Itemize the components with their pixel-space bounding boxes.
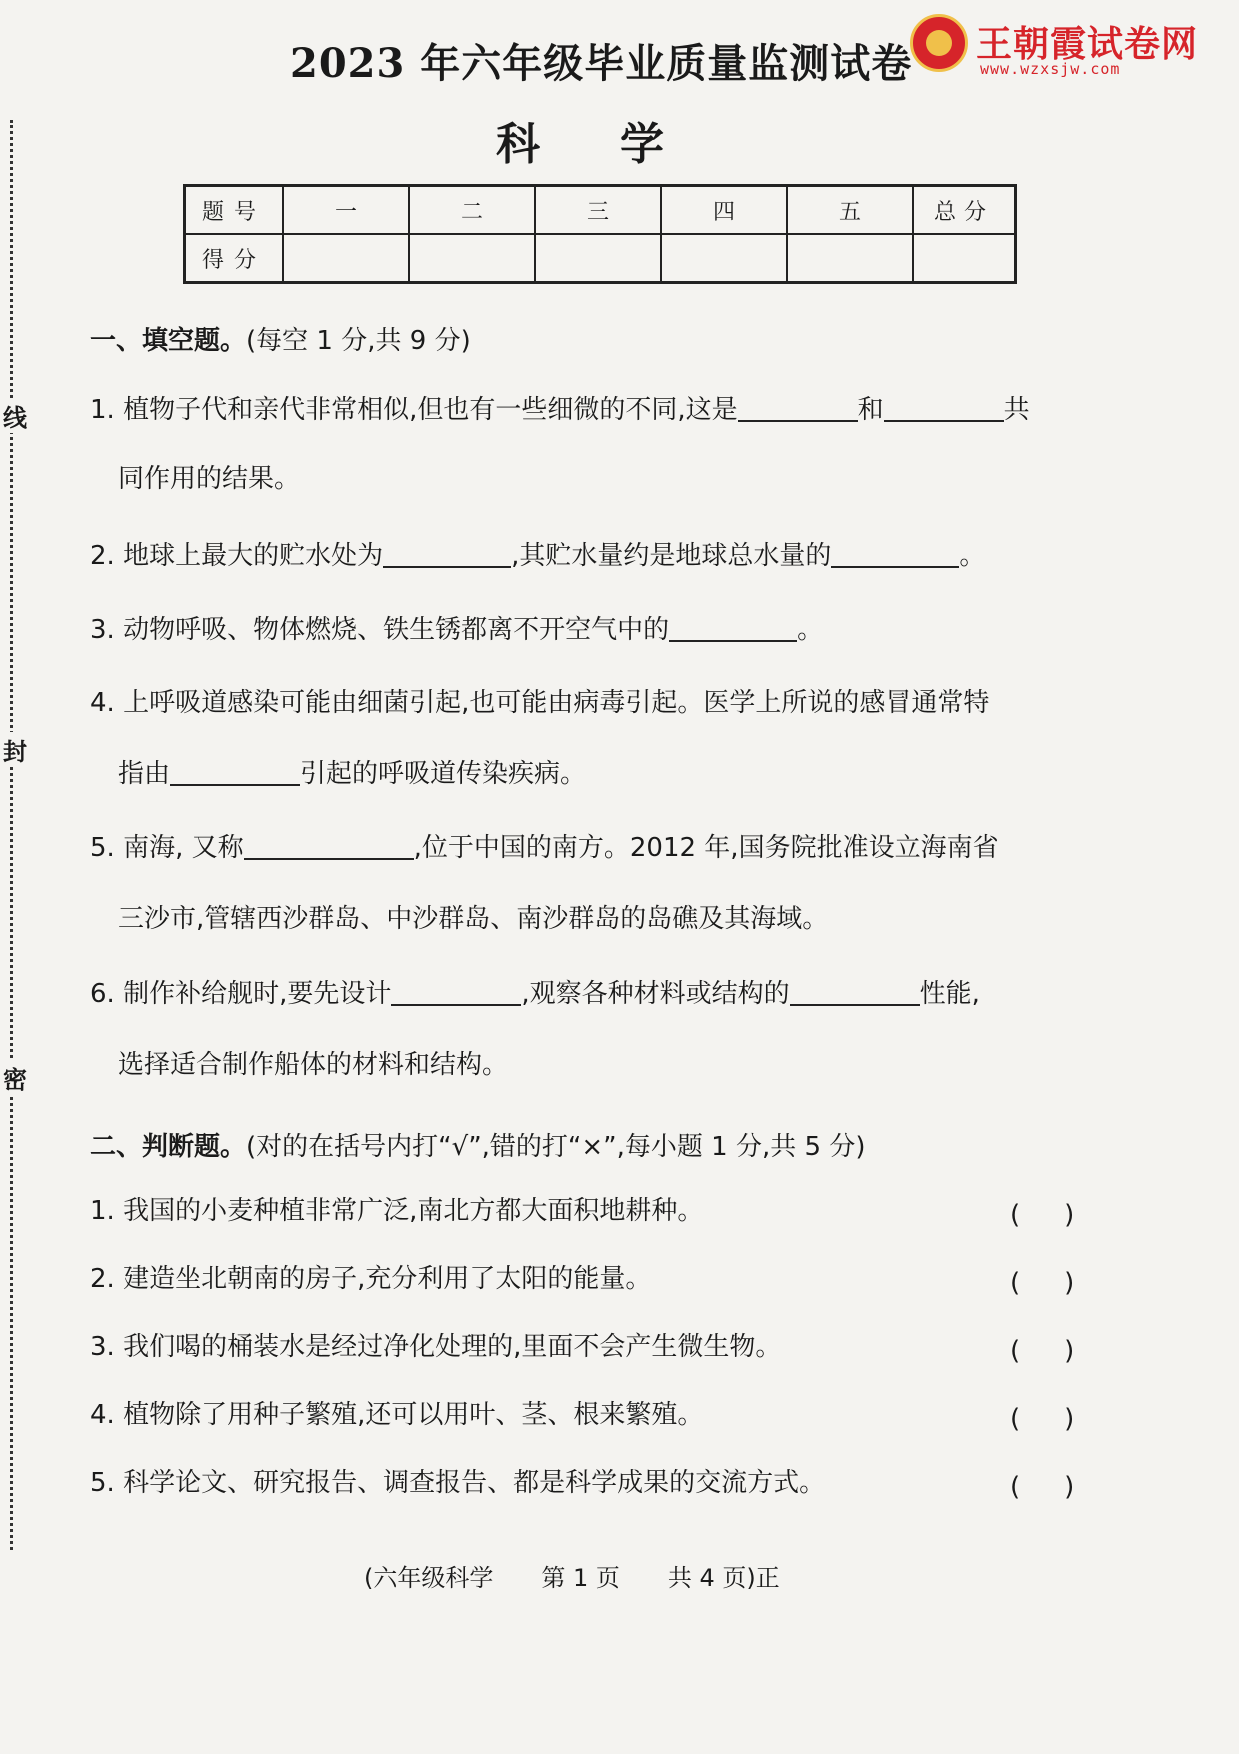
- q2-blank-1[interactable]: [383, 538, 511, 568]
- q4-text-b: 指由: [118, 759, 171, 789]
- q2-text-a: 2. 地球上最大的贮水处为: [90, 541, 384, 571]
- footer-grade: (六年级科学: [364, 1564, 494, 1592]
- logo-url: www.wzxsjw.com: [980, 60, 1121, 78]
- judge-answer-5[interactable]: (): [1010, 1472, 1119, 1502]
- q6-text-c: 性能,: [919, 979, 980, 1009]
- q4-blank-1[interactable]: [170, 756, 300, 786]
- q1-blank-2[interactable]: [884, 392, 1004, 422]
- fill-question-1: [90, 392, 1030, 427]
- section2-note: (对的在括号内打“√”,错的打“×”,每小题 1 分,共 5 分): [246, 1132, 866, 1162]
- score-header-1: 一: [283, 186, 409, 235]
- section2-heading: [90, 1126, 865, 1163]
- binding-label-secret: 密: [2, 1060, 28, 1095]
- section1-title: 一、填空题。: [90, 326, 247, 356]
- logo-seal-icon: [910, 14, 968, 72]
- binding-label-seal: 封: [2, 732, 28, 767]
- q6-blank-2[interactable]: [790, 976, 920, 1006]
- judge-question-2: 2. 建造坐北朝南的房子,充分利用了太阳的能量。: [90, 1264, 652, 1294]
- fill-question-4: 4. 上呼吸道感染可能由细菌引起,也可能由病毒引起。医学上所说的感冒通常特: [90, 688, 990, 718]
- q1-blank-1[interactable]: [738, 392, 858, 422]
- subject-title: 科学: [496, 119, 744, 170]
- score-header-3: 三: [535, 186, 661, 235]
- score-cell-2[interactable]: [409, 234, 535, 283]
- fill-question-6: [90, 976, 980, 1011]
- fill-question-4-cont: [118, 756, 586, 791]
- judge-question-1: 1. 我国的小麦种植非常广泛,南北方都大面积地耕种。: [90, 1196, 704, 1226]
- judge-answer-3[interactable]: (): [1010, 1336, 1119, 1366]
- score-header-4: 四: [661, 186, 787, 235]
- q2-text-c: 。: [959, 541, 986, 571]
- section1-note: (每空 1 分,共 9 分): [246, 326, 471, 356]
- score-table-header-row: [185, 186, 1016, 235]
- binding-dotted-line: [10, 120, 13, 1550]
- q3-text-b: 。: [797, 615, 824, 645]
- judge-question-5: 5. 科学论文、研究报告、调查报告、都是科学成果的交流方式。: [90, 1468, 826, 1498]
- q3-blank-1[interactable]: [669, 612, 797, 642]
- fill-question-2: [90, 538, 985, 573]
- score-header-total: 总分: [913, 186, 1016, 235]
- watermark-logo: [910, 14, 1230, 76]
- judge-answer-2[interactable]: (): [1010, 1268, 1119, 1298]
- q2-text-b: ,其贮水量约是地球总水量的: [511, 541, 832, 571]
- score-cell-3[interactable]: [535, 234, 661, 283]
- fill-question-3: [90, 612, 823, 647]
- q6-text-a: 6. 制作补给舰时,要先设计: [90, 979, 392, 1009]
- score-table-score-row: [185, 234, 1016, 283]
- section1-heading: [90, 320, 471, 357]
- fill-question-6-cont: 选择适合制作船体的材料和结构。: [118, 1050, 509, 1080]
- score-table: [183, 184, 1017, 284]
- page-footer: [364, 1558, 828, 1593]
- fill-question-5-cont: 三沙市,管辖西沙群岛、中沙群岛、南沙群岛的岛礁及其海域。: [118, 904, 829, 934]
- q1-text-b: 和: [857, 395, 884, 425]
- footer-total: 共 4 页)正: [667, 1564, 780, 1592]
- score-cell-1[interactable]: [283, 234, 409, 283]
- score-row-label: 得分: [185, 234, 284, 283]
- score-header-label: 题号: [185, 186, 284, 235]
- judge-answer-1[interactable]: (): [1010, 1200, 1119, 1230]
- fill-question-1-cont: 同作用的结果。: [118, 464, 301, 494]
- judge-question-3: 3. 我们喝的桶装水是经过净化处理的,里面不会产生微生物。: [90, 1332, 782, 1362]
- q5-blank-1[interactable]: [244, 830, 414, 860]
- score-cell-total[interactable]: [913, 234, 1016, 283]
- score-cell-5[interactable]: [787, 234, 913, 283]
- q5-text-b: ,位于中国的南方。2012 年,国务院批准设立海南省: [413, 833, 999, 863]
- score-header-2: 二: [409, 186, 535, 235]
- q6-blank-1[interactable]: [391, 976, 521, 1006]
- score-header-5: 五: [787, 186, 913, 235]
- footer-page: 第 1 页: [541, 1564, 620, 1592]
- score-cell-4[interactable]: [661, 234, 787, 283]
- logo-name: 王朝霞试卷网: [976, 24, 1199, 65]
- q4-text-c: 引起的呼吸道传染疾病。: [300, 759, 587, 789]
- exam-title: 2023 年六年级毕业质量监测试卷: [290, 40, 913, 87]
- q5-text-a: 5. 南海, 又称: [90, 833, 244, 863]
- fill-question-5: [90, 830, 999, 865]
- q1-text-c: 共: [1003, 395, 1030, 425]
- q6-text-b: ,观察各种材料或结构的: [521, 979, 790, 1009]
- binding-label-line: 线: [2, 398, 28, 433]
- q1-text-a: 1. 植物子代和亲代非常相似,但也有一些细微的不同,这是: [90, 395, 738, 425]
- judge-question-4: 4. 植物除了用种子繁殖,还可以用叶、茎、根来繁殖。: [90, 1400, 704, 1430]
- q2-blank-2[interactable]: [831, 538, 959, 568]
- q3-text-a: 3. 动物呼吸、物体燃烧、铁生锈都离不开空气中的: [90, 615, 670, 645]
- section2-title: 二、判断题。: [90, 1132, 247, 1162]
- judge-answer-4[interactable]: (): [1010, 1404, 1119, 1434]
